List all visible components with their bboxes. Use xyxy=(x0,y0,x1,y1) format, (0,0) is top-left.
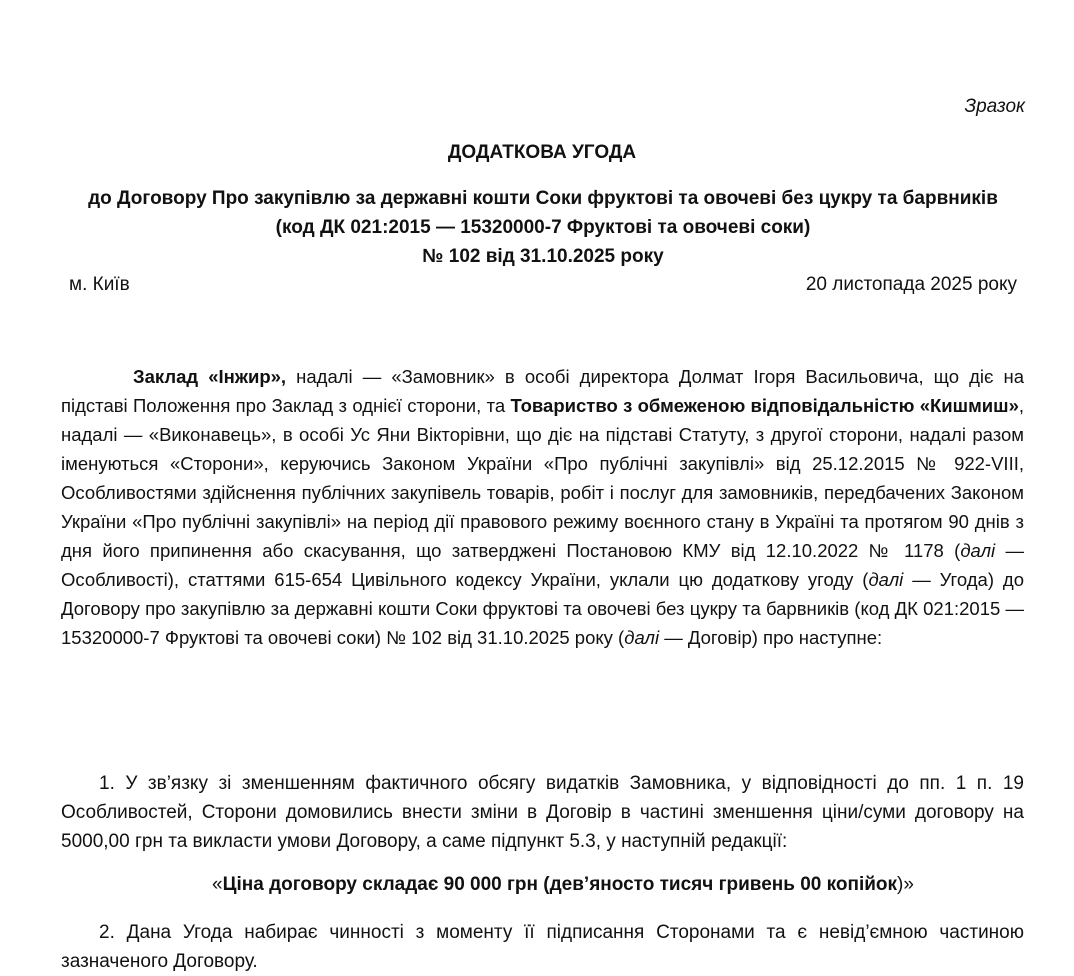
intro-text-d: — Угода) до Договору про закупівлю за державні кошти Соки фруктові та овочеві без цукру та барвників (код ДК 021:2015 — 15320000-7 Фруктові та овочеві соки) № 102 від 31.10.2025 року ( xyxy=(61,569,1024,648)
dali-term-1: далі xyxy=(960,540,996,561)
dali-term-3: далі xyxy=(624,627,660,648)
intro-text-e: — Договір) про наступне: xyxy=(659,627,883,648)
sample-label: Зразок xyxy=(964,96,1025,117)
intro-text-a: надалі — «Замовник» в особі директора Долмат Ігоря Васильовича, що діє на підставі Положення про Заклад з однієї сторони, та xyxy=(61,366,1025,416)
subtitle-line-2: (код ДК 021:2015 — 15320000-7 Фруктові та овочеві соки) xyxy=(275,217,811,238)
subtitle-line-1: до Договору Про закупівлю за державні кошти Соки фруктові та овочеві без цукру та барвників xyxy=(88,188,998,209)
intro-text-b: , надалі — «Виконавець», в особі Ус Яни Вікторівни, що діє на підставі Статуту, з другої сторони, надалі разом іменуються «Сторони», керуючись Законом України «Про публічні закупівлі» від 25.12.2015 № 922-VIII, Особливостями здійснення публічних закупівель товарів, робіт і послуг для замовників, передбачених Законом України «Про публічні закупівлі» на період дії правового режиму воєнного стану в Україні та протягом 90 днів з дня його припинення або скасування, що затверджені Постановою КМУ від 12.10.2022 № 1178 ( xyxy=(61,395,1025,561)
quote-close: )» xyxy=(897,874,914,895)
city-label: м. Київ xyxy=(69,274,130,295)
price-quote xyxy=(0,874,1074,896)
dali-term-2: далі xyxy=(868,569,904,590)
intro-paragraph xyxy=(61,362,1024,652)
party1-name: Заклад «Інжир», xyxy=(133,366,287,387)
intro-text-c: — Особливості), статтями 615-654 Цивільного кодексу України, уклали цю додаткову угоду ( xyxy=(61,540,1024,590)
document-subtitle xyxy=(0,184,1074,271)
document-title: ДОДАТКОВА УГОДА xyxy=(447,142,637,163)
document-date: 20 листопада 2025 року xyxy=(805,274,1017,295)
clause-2: 2. Дана Угода набирає чинності з моменту її підписання Сторонами та є невід’ємною частиною зазначеного Договору. xyxy=(61,922,1024,972)
clause-1: 1. У зв’язку зі зменшенням фактичного обсягу видатків Замовника, у відповідності до пп. 1 п. 19 Особливостей, Сторони домовились внести зміни в Договір в частині зменшення ціни/суми договору на 5000,00 грн та викласти умови Договору, а саме підпункт 5.3, у наступній редакції: xyxy=(61,773,1024,852)
quote-open: « xyxy=(212,874,223,895)
party2-name: Товариство з обмеженою відповідальністю «Кишмиш» xyxy=(510,395,1019,416)
quote-text: Ціна договору складає 90 000 грн (дев’яносто тисяч гривень 00 копійок xyxy=(222,874,898,895)
subtitle-line-3: № 102 від 31.10.2025 року xyxy=(422,246,664,267)
